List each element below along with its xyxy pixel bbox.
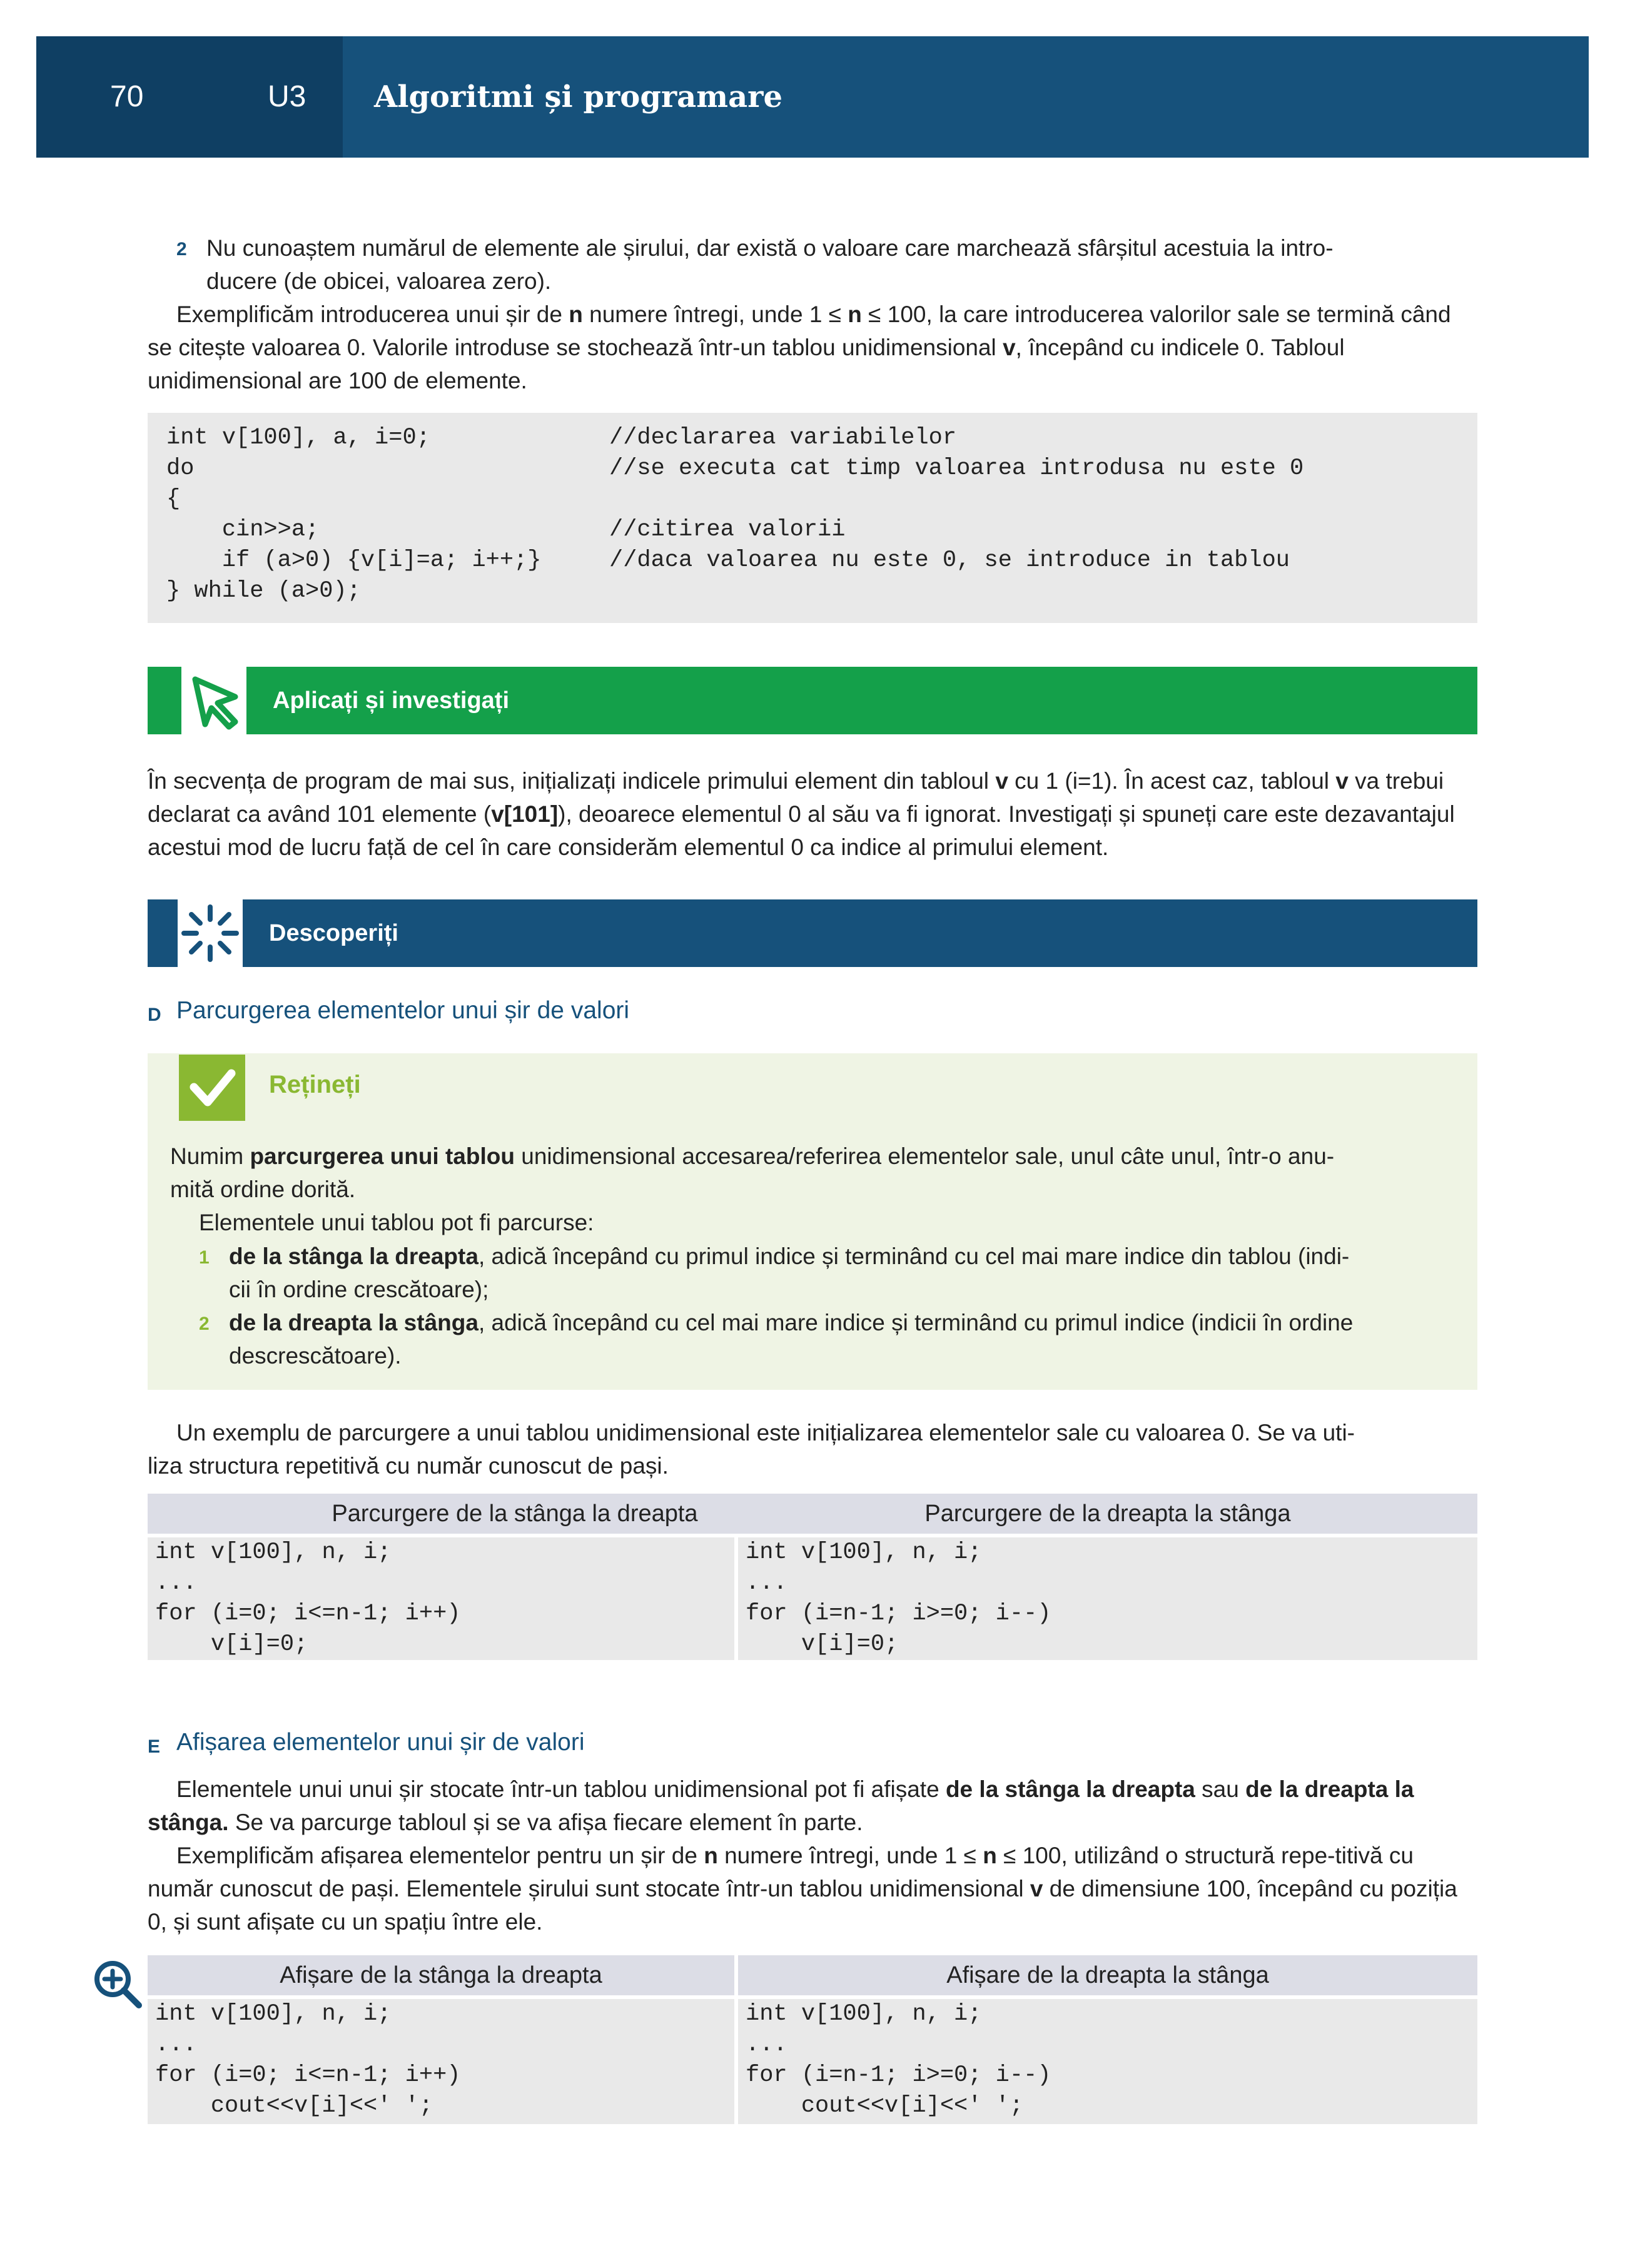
descoperiti-banner	[148, 899, 1477, 967]
intro-paragraph: Exemplificăm introducerea unui șir de n numere întregi, unde 1 ≤ n ≤ 100, la care introducerea valorilor sale se termină când se citește valoarea 0. Valorile introduse se stochează într-un tablou unidimensional v, începând cu indicele 0. Tabloul unidimensional are 100 de elemente.	[148, 301, 1451, 393]
code-cell: int v[100], n, i; ... for (i=n-1; i>=0; i--) cout<<v[i]<<' ';	[738, 1999, 1477, 2124]
table-header: Afișare de la stânga la dreapta	[148, 1955, 734, 1995]
cursor-arrow-icon	[181, 667, 246, 734]
code-line	[166, 545, 1477, 576]
afisare-paragraph-2: Exemplificăm afișarea elementelor pentru un șir de n numere întregi, unde 1 ≤ n ≤ 100, utilizând o structură repe-titivă cu număr cunoscut de pași. Elementele șirului sunt stocate într-un tablou unidimensional v de dimensiune 100, începând cu poziția 0, și sunt afișate cu un spațiu între ele.	[148, 1843, 1457, 1935]
intro-item-line1: Nu cunoaștem numărul de elemente ale șirului, dar există o valoare care marchează sfârșitul acestuia la intro-	[206, 235, 1334, 261]
code-text: if (a>0) {v[i]=a; i++;}	[166, 547, 542, 574]
sparkle-icon	[178, 899, 243, 967]
code-line	[166, 423, 1477, 453]
list-number: 2	[176, 239, 187, 260]
table-header: Parcurgere de la dreapta la stânga	[738, 1494, 1477, 1534]
aplicati-banner	[148, 667, 1477, 734]
check-icon-box	[179, 1055, 245, 1121]
retineti-title: Rețineți	[269, 1071, 361, 1098]
list-number: 2	[199, 1314, 210, 1334]
code-line	[166, 515, 1477, 545]
section-letter-d: D	[148, 1005, 161, 1025]
code-comment: //se executa cat timp valoarea introdusa nu este 0	[609, 455, 1304, 482]
code-text: } while (a>0);	[166, 578, 361, 604]
code-cell: int v[100], n, i; ... for (i=0; i<=n-1; i++) cout<<v[i]<<' ';	[148, 1999, 734, 2124]
descoperiti-title: Descoperiți	[269, 920, 398, 946]
sparkle-icon-box	[178, 899, 243, 967]
section-e-title: Afișarea elementelor unui șir de valori	[176, 1729, 585, 1756]
code-line	[166, 484, 1477, 515]
code-comment: //citirea valorii	[609, 517, 846, 543]
code-block-input	[148, 413, 1477, 623]
retineti-item: de la dreapta la stânga, adică începând cu cel mai mare indice și terminând cu primul indice (indicii în ordine descrescătoare).	[229, 1310, 1354, 1369]
code-comment: //declararea variabilelor	[609, 425, 957, 451]
afisare-paragraph-1: Elementele unui unui șir stocate într-un tablou unidimensional pot fi afișate de la stânga la dreapta sau de la dreapta la stânga. Se va parcurge tabloul și se va afișa fiecare element în parte.	[148, 1776, 1414, 1835]
page-number: 70	[110, 80, 144, 113]
aplicati-title: Aplicați și investigați	[273, 687, 509, 714]
unit-label: U3	[268, 80, 306, 113]
code-text: int v[100], a, i=0;	[166, 425, 430, 451]
intro-item-text	[206, 231, 1477, 298]
code-cell: int v[100], n, i; ... for (i=n-1; i>=0; i--) v[i]=0;	[738, 1537, 1477, 1660]
cursor-icon-box	[181, 667, 246, 734]
section-d-title: Parcurgerea elementelor unui șir de valori	[176, 997, 630, 1024]
code-line	[166, 576, 1477, 607]
zoom-in-icon[interactable]	[91, 1958, 144, 2010]
code-text: cin>>a;	[166, 517, 320, 543]
section-letter-e: E	[148, 1736, 161, 1757]
retineti-item: de la stânga la dreapta, adică începând cu primul indice și terminând cu cel mai mare indice din tablou (indi- cii în ordine crescătoare);	[229, 1243, 1350, 1302]
retineti-definition: Numim parcurgerea unui tablou unidimensional accesarea/referirea elementelor sale, unul câte unul, într-o anu- mită ordine dorită. Elementele unui tablou pot fi parcurse:	[170, 1140, 1459, 1239]
chapter-title: Algoritmi și programare	[374, 79, 782, 114]
page-header	[36, 36, 1589, 158]
parcurgere-paragraph: Un exemplu de parcurgere a unui tablou unidimensional este inițializarea elementelor sale cu valoarea 0. Se va uti- liza structura repetitivă cu număr cunoscut de pași.	[148, 1420, 1355, 1479]
table-header: Parcurgere de la stânga la dreapta	[148, 1494, 882, 1534]
code-text: {	[166, 486, 181, 512]
check-icon	[179, 1055, 245, 1121]
table-header: Afișare de la dreapta la stânga	[738, 1955, 1477, 1995]
aplicati-paragraph: În secvența de program de mai sus, inițializați indicele primului element din tabloul v cu 1 (i=1). În acest caz, tabloul v va trebui declarat ca având 101 elemente (v[101]), deoarece elementul 0 al său va fi ignorat. Investigați și spuneți care este dezavantajul acestui mod de lucru față de cel în care considerăm elementul 0 ca indice al primului element.	[148, 768, 1455, 860]
code-cell: int v[100], n, i; ... for (i=0; i<=n-1; i++) v[i]=0;	[148, 1537, 734, 1660]
intro-item-line2: ducere (de obicei, valoarea zero).	[206, 268, 552, 294]
list-number: 1	[199, 1247, 210, 1268]
code-comment: //daca valoarea nu este 0, se introduce in tablou	[609, 547, 1290, 574]
retineti-subintro: Elementele unui tablou pot fi parcurse:	[199, 1210, 594, 1235]
code-text: do	[166, 455, 195, 482]
code-line	[166, 453, 1477, 484]
